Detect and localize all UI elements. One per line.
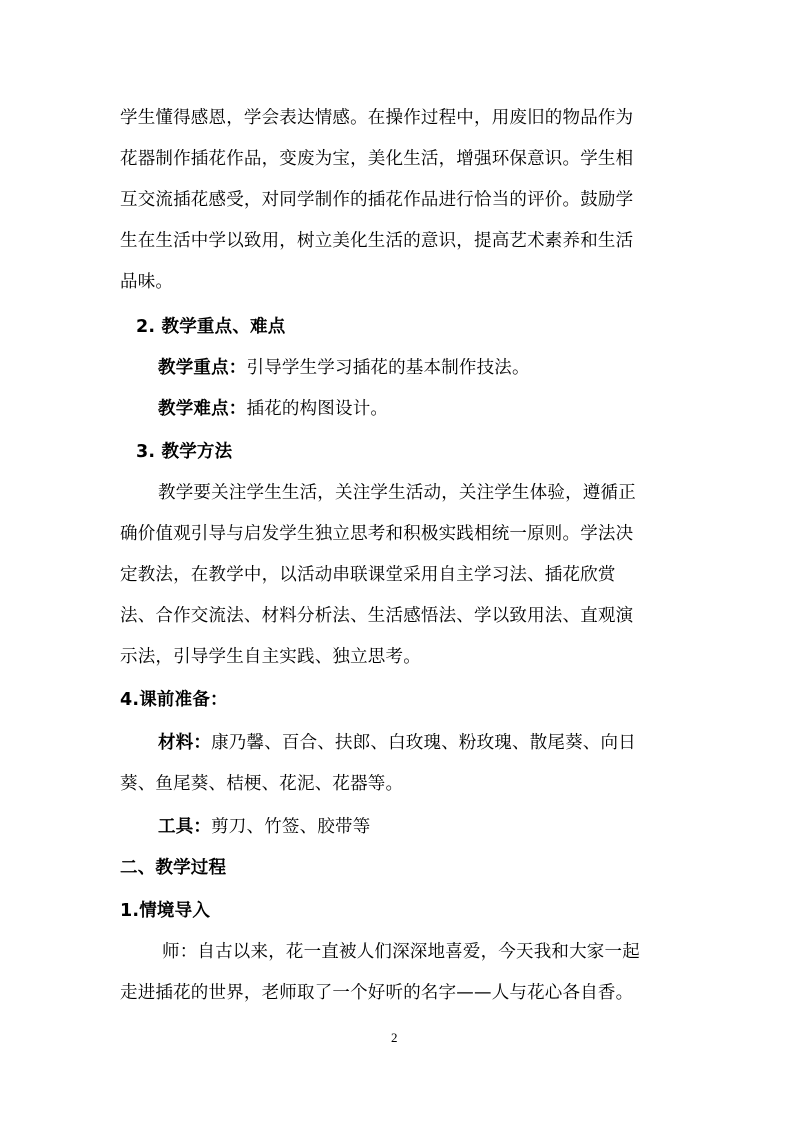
- page-number: 2: [391, 1030, 398, 1045]
- difficult-point-line: [158, 397, 388, 421]
- paragraph-line: 互交流插花感受，对同学制作的插花作品进行恰当的评价。鼓励学: [120, 190, 634, 210]
- difficult-point-label: 教学难点：: [158, 399, 247, 419]
- materials-label: 材料：: [158, 733, 212, 753]
- tools-text: 剪刀、竹签、胶带等: [211, 817, 371, 837]
- section-heading-preparation: 4.课前准备：: [120, 690, 228, 710]
- paragraph-line: 定教法，在教学中，以活动串联课堂采用自主学习法、插花欣赏: [120, 565, 616, 585]
- key-point-line: [158, 356, 530, 380]
- paragraph-line: 师：自古以来，花一直被人们深深地喜爱，今天我和大家一起: [162, 942, 640, 962]
- section-heading-teaching-methods: 3. 教学方法: [136, 442, 233, 462]
- section-heading-scenario-intro: 1.情境导入: [120, 901, 211, 921]
- paragraph-line: 示法，引导学生自主实践、独立思考。: [120, 647, 421, 667]
- materials-text: 康乃馨、百合、扶郎、白玫瑰、粉玫瑰、散尾葵、向日: [211, 733, 636, 753]
- materials-line-continued: 葵、鱼尾葵、桔梗、花泥、花器等。: [120, 774, 404, 794]
- key-point-label: 教学重点：: [158, 358, 247, 378]
- paragraph-line: 学生懂得感恩，学会表达情感。在操作过程中，用废旧的物品作为: [120, 108, 634, 128]
- tools-label: 工具：: [158, 817, 212, 837]
- paragraph-line: 走进插花的世界，老师取了一个好听的名字——人与花心各自香。: [120, 983, 634, 1003]
- paragraph-line: 花器制作插花作品，变废为宝，美化生活，增强环保意识。学生相: [120, 149, 634, 169]
- paragraph-line: 法、合作交流法、材料分析法、生活感悟法、学以致用法、直观演: [120, 606, 634, 626]
- part-heading-teaching-process: 二、教学过程: [120, 858, 227, 878]
- section-heading-key-points: 2. 教学重点、难点: [136, 317, 286, 337]
- tools-line: [158, 815, 370, 839]
- paragraph-line: 教学要关注学生生活，关注学生活动，关注学生体验，遵循正: [158, 483, 636, 503]
- key-point-text: 引导学生学习插花的基本制作技法。: [246, 358, 530, 378]
- paragraph-line: 生在生活中学以致用，树立美化生活的意识，提高艺术素养和生活: [120, 231, 634, 251]
- materials-line: [158, 731, 636, 755]
- paragraph-line: 确价值观引导与启发学生独立思考和积极实践相统一原则。学法决: [120, 524, 634, 544]
- paragraph-line: 品味。: [120, 272, 174, 292]
- difficult-point-text: 插花的构图设计。: [246, 399, 389, 419]
